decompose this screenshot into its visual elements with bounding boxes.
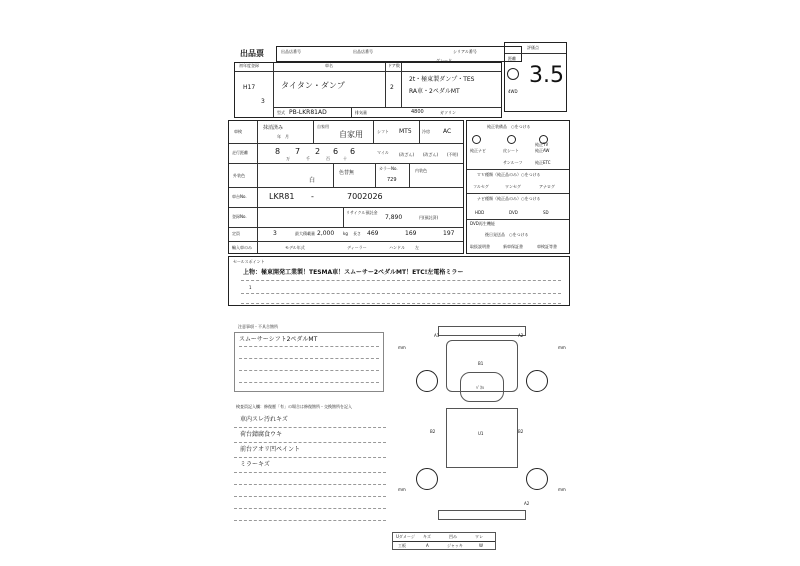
equipment-item-3: 純正AW xyxy=(535,148,550,153)
mileage-unit-4: 十 xyxy=(343,156,347,161)
tire-rear-left-icon xyxy=(416,468,438,490)
tv-option-2: ワンセグ xyxy=(505,184,521,189)
diagram-label-u1: U1 xyxy=(478,431,484,436)
mileage-digit-4: 6 xyxy=(333,147,339,156)
handle-label: ハンドル xyxy=(389,245,405,250)
rear-option-2: 新車保証書 xyxy=(503,244,523,249)
diagram-label-a2-rear: A2 xyxy=(524,501,530,506)
mile-option-3: (不明) xyxy=(447,152,459,157)
front-bumper-shape xyxy=(438,326,526,336)
score-value: 3.5 xyxy=(529,63,564,88)
store-no-label-1: 出品店番号 xyxy=(281,49,301,54)
diagram-label-a1: A1 xyxy=(434,333,440,338)
inspection-item-4: ミラーキズ xyxy=(240,461,270,468)
fuel-label: ガソリン xyxy=(440,110,456,115)
inspection-item-1: 車内スレ汚れキズ xyxy=(240,416,288,423)
color-change-label: 色替無 xyxy=(339,170,355,176)
capacity-value: 3 xyxy=(273,230,277,237)
length-value: 469 xyxy=(367,230,379,237)
navi-option-3: SD xyxy=(543,210,549,215)
engine-circle-icon xyxy=(507,68,519,80)
mile-option-1: (改ざん) xyxy=(399,152,415,157)
grade-label: グレード xyxy=(436,58,452,63)
model-value: PB-LKR81AD xyxy=(289,109,327,116)
cert-label: 登録No. xyxy=(232,214,247,219)
rear-option-3: 車検証等書 xyxy=(537,244,557,249)
dealer-label: ディーラー xyxy=(347,245,367,250)
legend-cell-4: W xyxy=(479,543,483,548)
model-year-label: モデル年式 xyxy=(285,245,305,250)
capacity-label: 定員 xyxy=(232,231,240,236)
usage-label: 自家用 xyxy=(317,124,329,129)
doors-label: ドア数 xyxy=(388,63,400,68)
inspection-unit: 年 月 xyxy=(277,134,289,139)
drive-label: 4WD xyxy=(508,89,518,94)
notes-label: 注意事項・不具合箇所 xyxy=(238,324,278,329)
inspection-label: 検査員記入欄：修復歴「有」の場合は修復箇所・交換箇所を記入 xyxy=(236,404,352,409)
displacement-label: 排気量 xyxy=(355,110,367,115)
shift-value: MT5 xyxy=(399,128,412,135)
mileage-unit-3: 百 xyxy=(326,156,330,161)
tv-option-3: アナログ xyxy=(539,184,555,189)
equipment-item-1: 純正ナビ xyxy=(470,148,486,153)
grade-value-2: RA車・2ペダルMT xyxy=(409,88,460,95)
left-label: 左 xyxy=(415,245,419,250)
chassis-dash: - xyxy=(311,192,314,201)
color-label: 外装色 xyxy=(233,173,245,178)
import-label: 輸入車のみ xyxy=(232,245,252,250)
mileage-digit-5: 6 xyxy=(350,147,356,156)
rear-bumper-shape xyxy=(438,510,526,520)
tread-mm-label: mm xyxy=(398,345,406,350)
tread-mm-label: mm xyxy=(558,487,566,492)
mileage-digit-2: 7 xyxy=(295,147,301,156)
load-unit: kg xyxy=(343,231,348,236)
color-value: 白 xyxy=(309,177,316,184)
navi-option-2: DVD xyxy=(509,210,518,215)
height-value: 197 xyxy=(443,230,455,237)
tire-rear-right-icon xyxy=(526,468,548,490)
equipment-item-5: サンルーフ xyxy=(503,160,523,165)
legend-header-1: Uダメージ xyxy=(396,534,415,539)
model-label: 型式 xyxy=(277,110,285,115)
tire-front-right-icon xyxy=(526,370,548,392)
ac-label: 冷房 xyxy=(422,129,430,134)
dims-label: 長さ xyxy=(353,231,361,236)
notes-block xyxy=(234,332,384,392)
ac-value: AC xyxy=(443,128,452,135)
tv-option-1: フルセグ xyxy=(473,184,489,189)
score-label: 評価点 xyxy=(527,45,539,50)
legend-cell-1: 工板 xyxy=(398,543,406,548)
legend-header-2: キズ xyxy=(423,534,431,539)
diagram-label-panel: ﾊﾟﾈﾙ xyxy=(476,385,484,390)
score-box xyxy=(504,42,567,112)
recycle-label: リサイクル預託金 xyxy=(346,210,378,215)
specs-block xyxy=(228,120,464,254)
auction-sheet xyxy=(228,38,573,554)
tread-mm-label: mm xyxy=(558,345,566,350)
mileage-digit-1: 8 xyxy=(275,147,281,156)
sheet-title: 出品票 xyxy=(240,49,264,58)
displacement-value: 4800 xyxy=(411,109,424,115)
diagram-label-a2: A2 xyxy=(518,333,524,338)
serial-no-label: シリアル番号 xyxy=(453,49,477,54)
color-no-value: 729 xyxy=(387,177,397,183)
usage-value: 自家用 xyxy=(339,130,363,139)
rear-shipment-label: 後日発送品 ○をつける xyxy=(485,232,529,237)
option-circle-icon xyxy=(507,135,516,144)
mileage-label: 走行距離 xyxy=(232,150,248,155)
sales-point-block xyxy=(228,256,570,306)
shift-label: シフト xyxy=(377,129,389,134)
car-name: タイタン・ダンプ xyxy=(281,81,345,90)
tire-front-left-icon xyxy=(416,370,438,392)
equipment-item-4: 純正TV xyxy=(535,142,549,147)
legend-header-4: ワレ xyxy=(475,534,483,539)
inspection-value: 抹消済み xyxy=(263,125,284,131)
store-no-label-2: 出品店番号 xyxy=(353,49,373,54)
note-item-1: スムーサーシフト2ペダルMT xyxy=(239,336,318,343)
mile-label: マイル xyxy=(377,150,389,155)
car-damage-diagram xyxy=(394,322,570,532)
inspection-label: 車検 xyxy=(234,129,242,134)
equipment-block xyxy=(466,120,570,254)
mileage-unit-2: 千 xyxy=(306,156,310,161)
diagram-label-b2-left: B2 xyxy=(430,429,436,434)
sales-point-note: 1 xyxy=(249,285,252,290)
first-reg-month: 3 xyxy=(261,98,265,105)
diagram-label-b1: B1 xyxy=(478,361,484,366)
chassis-model: LKR81 xyxy=(269,192,295,201)
first-reg-year: H17 xyxy=(243,84,256,91)
option-circle-icon xyxy=(472,135,481,144)
mileage-digit-3: 2 xyxy=(315,147,321,156)
recycle-unit: 円(預託済) xyxy=(419,215,439,220)
navi-type-label: ナビ種類（純正品のみ）○をつける xyxy=(477,196,541,201)
width-value: 169 xyxy=(405,230,417,237)
grade-value: 2t・極東製ダンプ・TES xyxy=(409,76,475,83)
cargo-bed-shape xyxy=(446,408,518,468)
car-name-label: 車名 xyxy=(325,63,333,68)
mileage-unit-1: 万 xyxy=(286,156,290,161)
load-label: 最大積載量 xyxy=(295,231,315,236)
load-value: 2,000 xyxy=(317,230,335,237)
inspection-item-2: 荷台錆腐食ウキ xyxy=(240,431,283,438)
first-reg-label: 初年度登録 xyxy=(239,63,259,68)
interior-label: 内装色 xyxy=(415,168,427,173)
equipment-title: 純正装備品 ○をつける xyxy=(487,124,531,129)
legend-cell-2: A xyxy=(426,543,429,548)
tv-type-label: ＴＶ種類（純正品のみ）○をつける xyxy=(477,172,541,177)
legend-header-3: 凹み xyxy=(449,534,457,539)
equipment-item-6: 純正ETC xyxy=(535,160,551,165)
sales-point-text: 上物：極東開発工業製！TESMA車！スムーサー2ペダルMT！ETC!左電格ミラー xyxy=(243,269,464,276)
tread-mm-label: mm xyxy=(398,487,406,492)
inspection-item-3: 前台アオリ凹ペイント xyxy=(240,446,300,453)
damage-legend xyxy=(392,532,496,550)
dvd-label: DVD再生機能 xyxy=(470,221,495,226)
mile-option-2: (改ざん) xyxy=(423,152,439,157)
diagram-label-b2-right: B2 xyxy=(518,429,524,434)
equipment-item-2: 皮シート xyxy=(503,148,519,153)
navi-option-1: HDD xyxy=(475,210,485,215)
id-number-row xyxy=(276,46,522,62)
chassis-label: 車台No. xyxy=(232,194,247,199)
distance-label: 距離 xyxy=(508,56,516,61)
rear-option-1: 取扱説明書 xyxy=(470,244,490,249)
legend-cell-3: ジャッキ xyxy=(447,543,463,548)
doors-value: 2 xyxy=(390,84,394,91)
color-no-label: カラーNo. xyxy=(379,166,398,171)
recycle-value: 7,890 xyxy=(385,214,403,221)
vehicle-block xyxy=(234,62,502,118)
sales-point-label: セールスポイント xyxy=(233,259,265,264)
chassis-number: 7002026 xyxy=(347,192,383,201)
